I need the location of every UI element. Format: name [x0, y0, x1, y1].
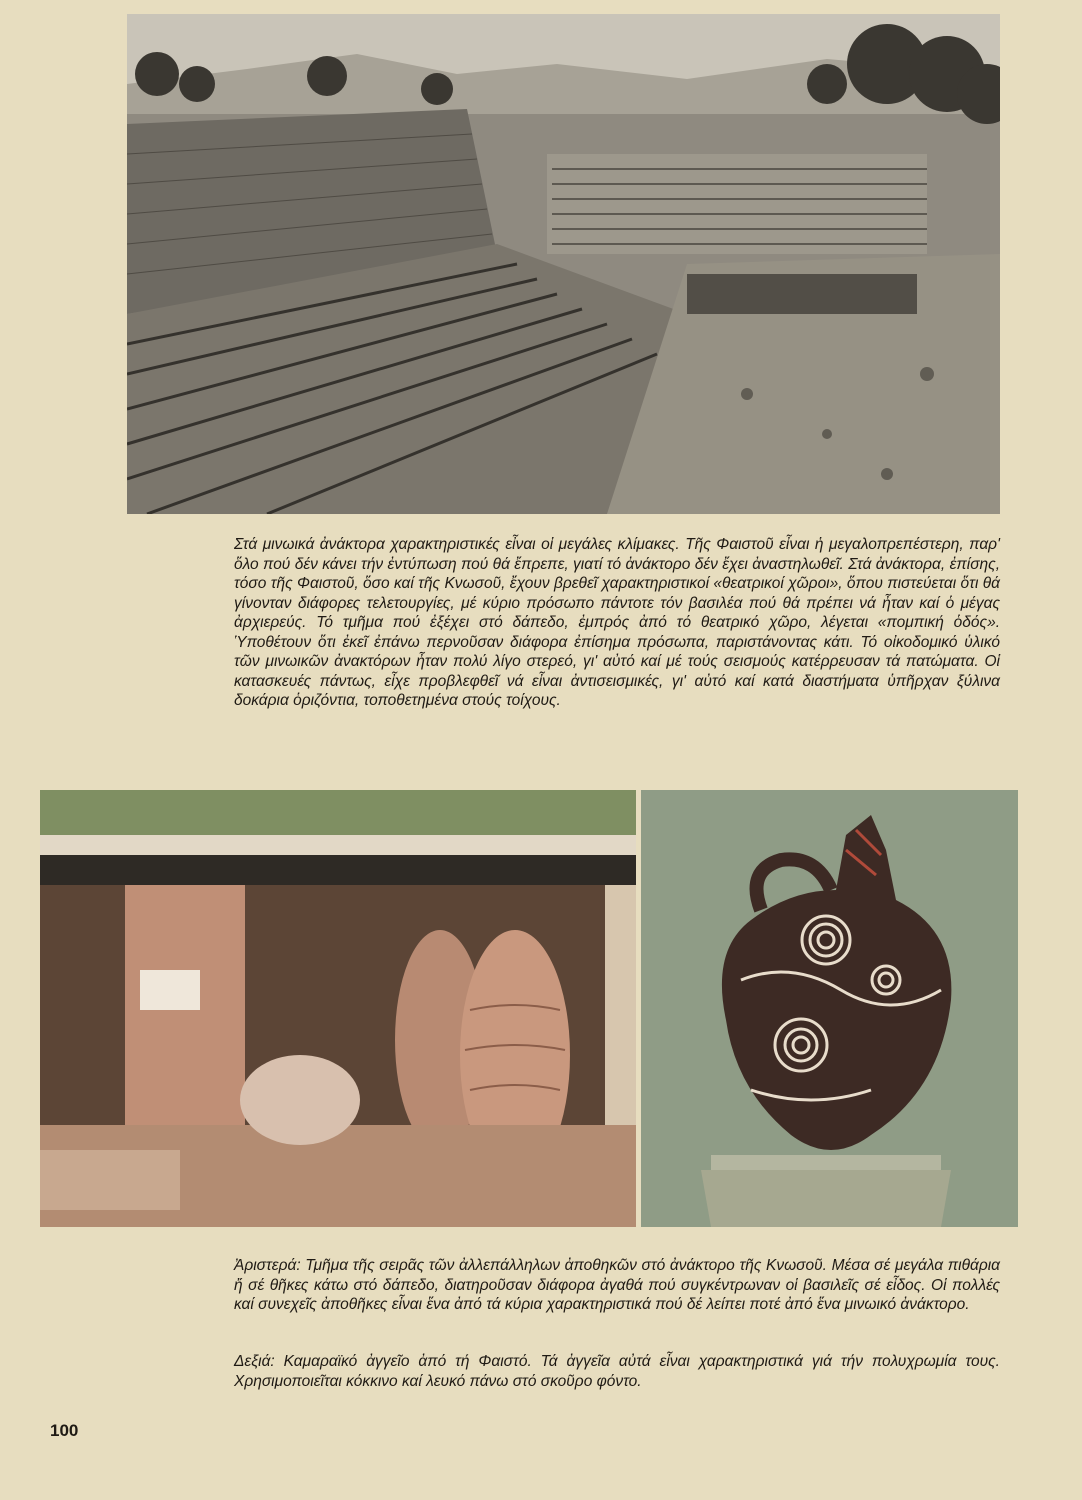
staircase-photo — [127, 14, 1000, 514]
staircase-caption: Στά μινωικά ἀνάκτορα χαρακτηριστικές εἶναι οἱ μεγάλες κλίμακες. Τῆς Φαιστοῦ εἶναι ἡ μεγαλοπρεπέστερη, παρ' ὅλο πού δέν κάνει τήν ἐντύπωση πού θά ἔπρεπε, γιατί τό ἀνάκτορο δέν ἔχει ἀναστηλωθεῖ. Στά ἀνάκτορα, ἐπίσης, τόσο τῆς Φαιστοῦ, ὅσο καί τῆς Κνωσοῦ, ἔχουν βρεθεῖ χαρακτηριστικοί «θεατρικοί χῶροι», ὅπου πιστεύεται ὅτι θά γίνονταν διάφορες τελετουργίες, μέ κύριο πρόσωπο πάντοτε τόν βασιλέα πού θά πρέπει νά ἦταν καί ὁ μέγας ἀρχιερεύς. Τό τμῆμα πού ἐξέχει στό δάπεδο, ἐμπρός ἀπό τό θεατρικό χῶρο, λέγεται «πομπική ὁδός». Ὑποθέτουν ὅτι ἐκεῖ ἐπάνω περνοῦσαν διάφορα ἐπίσημα πρόσωπα, παριστάνοντας κάτι. Τό οἰκοδομικό ὑλικό τῶν μινωικῶν ἀνακτόρων ἦταν πολύ λίγο στερεό, γι' αὐτό καί μέ τούς σεισμούς κατέρρευσαν τά πατώματα. Οἱ κατασκευές πάντως, εἶχε προβλεφθεῖ νά εἶναι ἀντισεισμικές, γι' αὐτό καί κατά διαστήματα ὑπῆρχαν ξύλινα δοκάρια ὁριζόντια, τοποθετημένα στούς τοίχους. — [234, 536, 1000, 709]
kamares-jug-photo — [641, 790, 1018, 1227]
page-number: 100 — [50, 1421, 79, 1440]
storerooms-photo — [40, 790, 636, 1227]
kamares-jug-caption: Δεξιά: Καμαραϊκό ἀγγεῖο ἀπό τή Φαιστό. Τά ἀγγεῖα αὐτά εἶναι χαρακτηριστικά γιά τήν πολυχρωμία τους. Χρησιμοποιεῖται κόκκινο καί λευκό πάνω στό σκοῦρο φόντο. — [234, 1353, 1000, 1390]
storerooms-caption: Ἀριστερά: Τμῆμα τῆς σειρᾶς τῶν ἀλλεπάλληλων ἀποθηκῶν στό ἀνάκτορο τῆς Κνωσοῦ. Μέσα σέ μεγάλα πιθάρια ἤ σέ θῆκες κάτω στό δάπεδο, διατηροῦσαν διάφορα ἀγαθά πού συγκέντρωναν οἱ βασιλεῖς σέ εἶδος. Οἱ πολλές καί συνεχεῖς ἀποθῆκες εἶναι ἕνα ἀπό τά κύρια χαρακτηριστικά πού δέ λείπει ποτέ ἀπό ἕνα μινωικό ἀνάκτορο. — [234, 1257, 1000, 1313]
